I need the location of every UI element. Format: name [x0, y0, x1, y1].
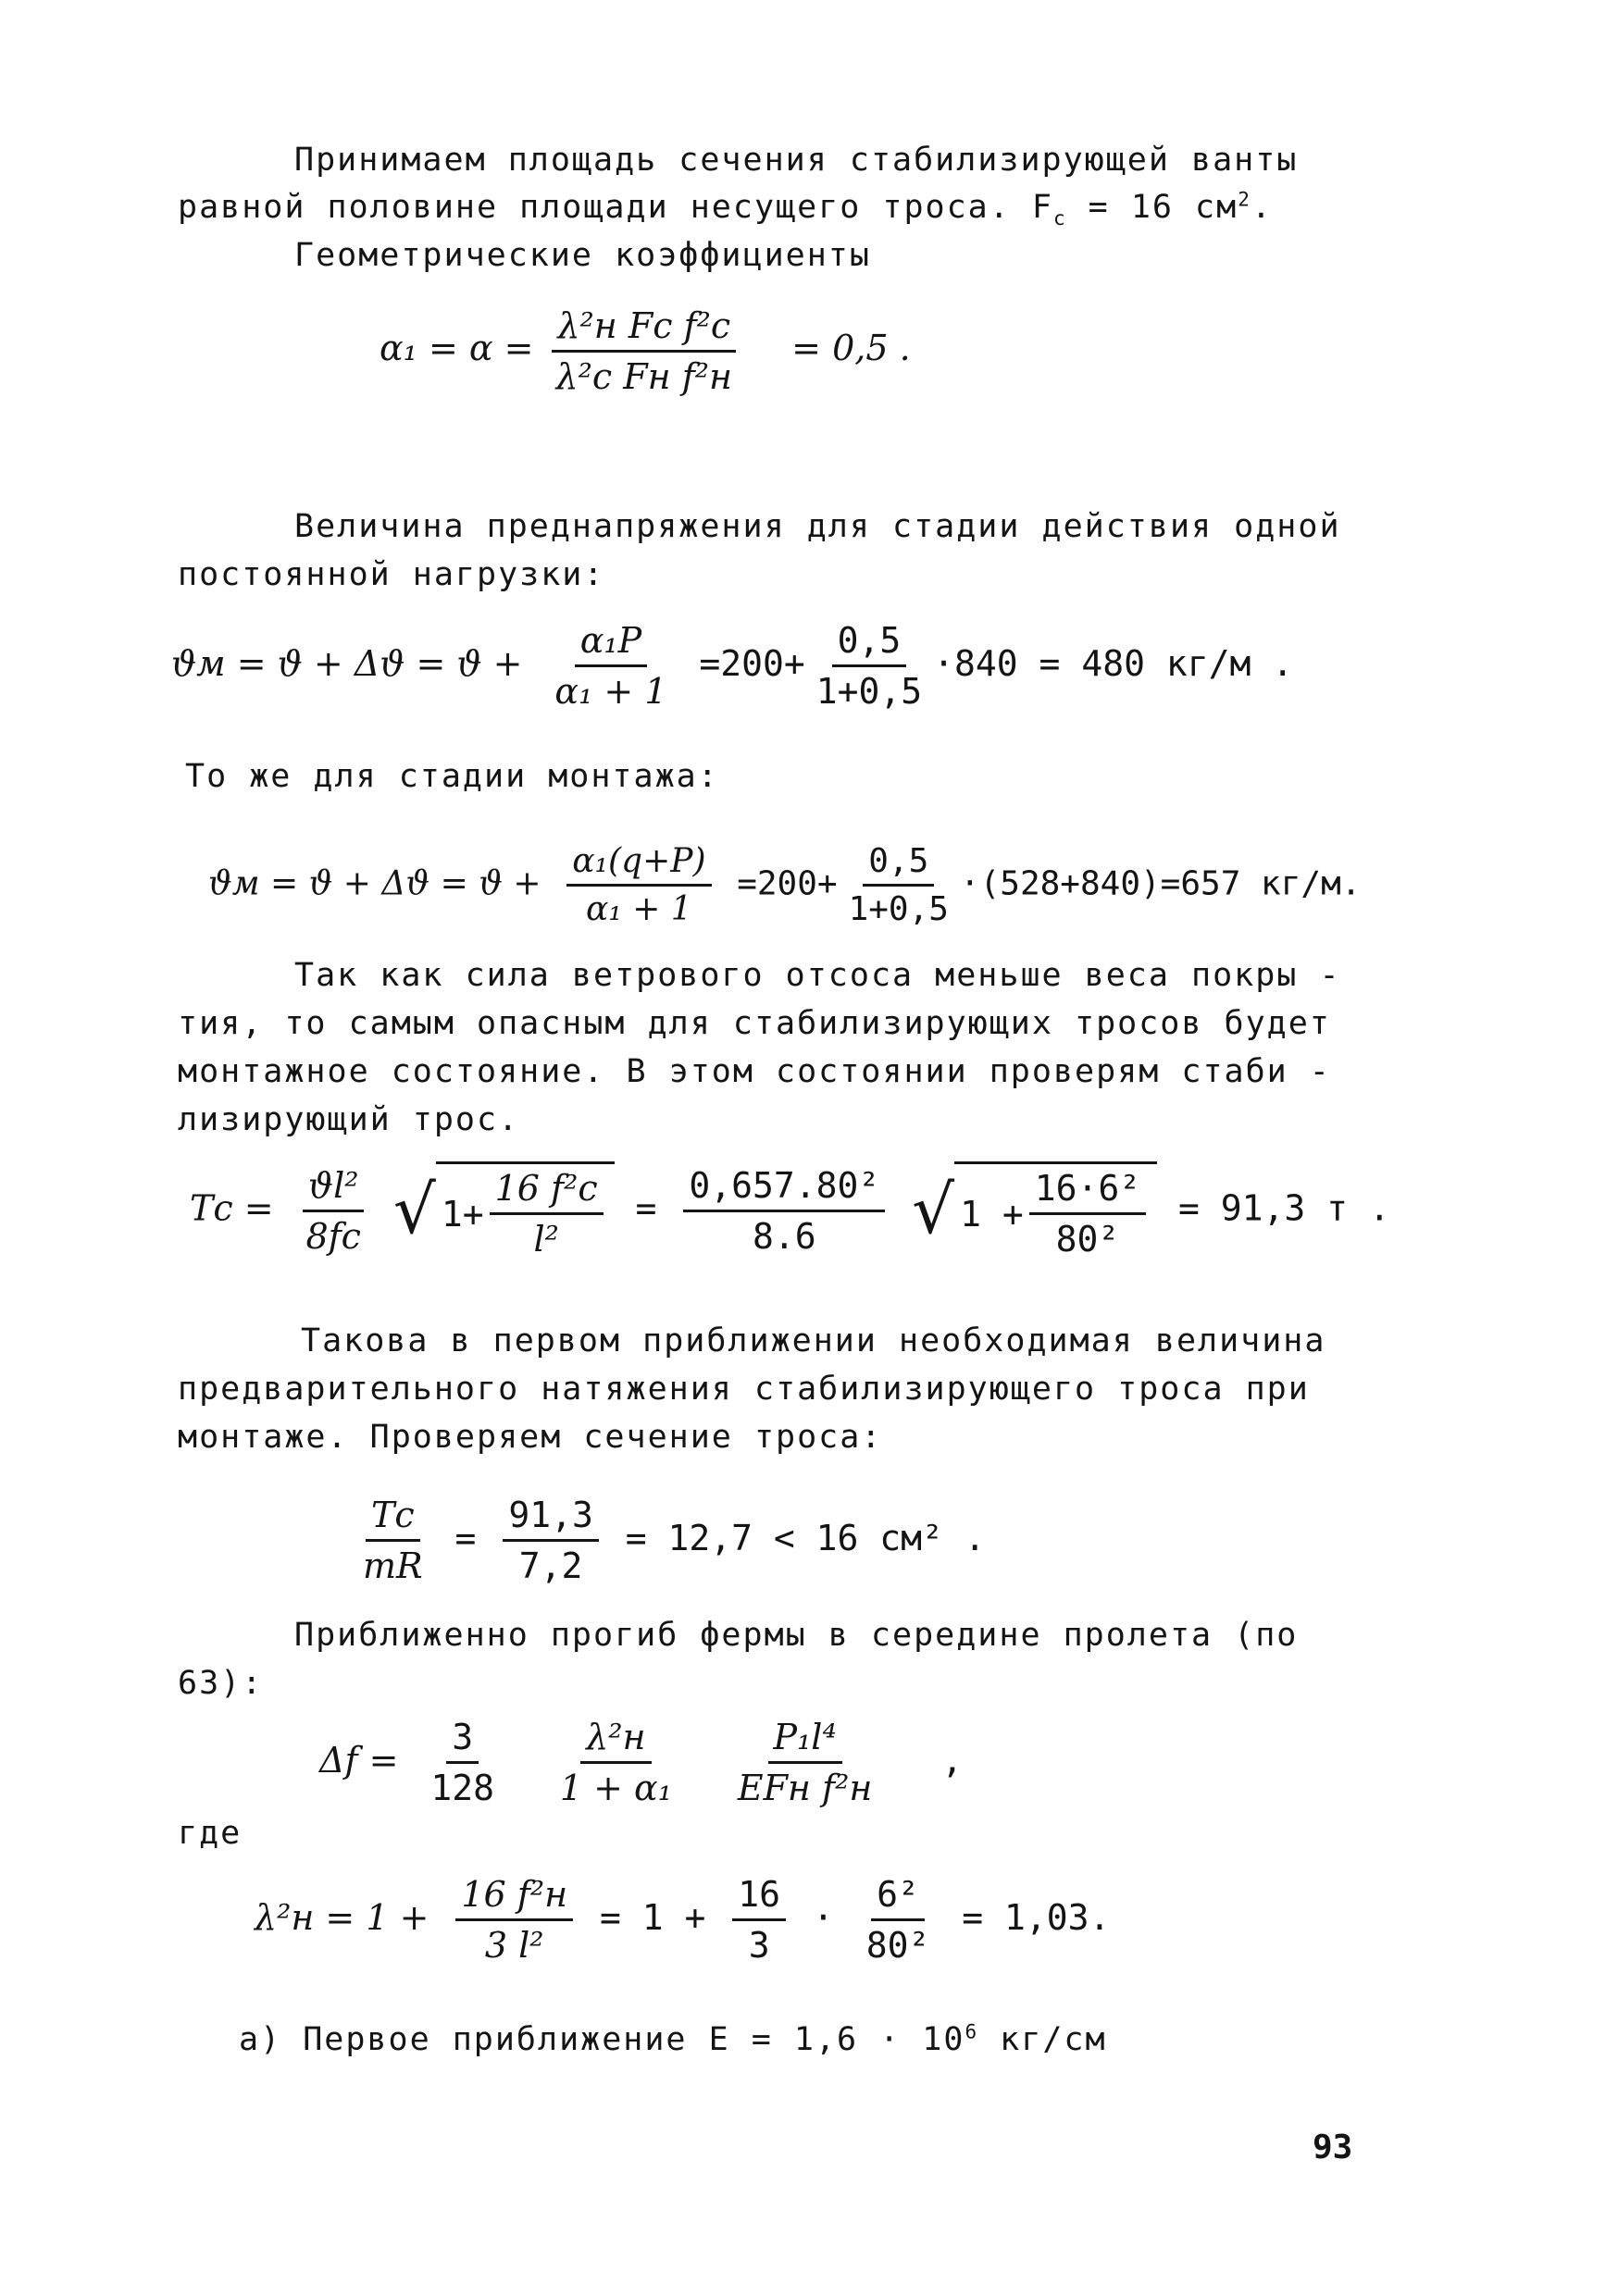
equation-geometric-coefficients: α₁ = α = $\frac{\text{λ²н Fс f²с}}{\text{λ²с Fн f²н}}$ = 0,5 .: [380, 305, 911, 397]
fraction: $\frac{\text{16 f²н}}{\text{3 l²}}$: [455, 1874, 573, 1966]
paragraph-line: монтажное состояние. В этом состоянии проверям стаби -: [178, 1053, 1331, 1090]
paragraph-line: постоянной нагрузки:: [178, 556, 605, 593]
equation-tension-stabilizing-cable: Tс = $\frac{\text{ϑl²}}{8fс}$ √ 1+ $\frac{\text{16 f²с}}{\text{l²}}$ = $\frac{\text{0,657.80²}}{8.6}$ √ 1 + $\frac{\text{16·6²}}{\text{80²}}$ = 91,3 т .: [190, 1161, 1390, 1260]
paragraph-line: 63):: [178, 1665, 264, 1702]
fraction: $\frac{0,5}{1+0,5}$: [848, 842, 949, 928]
paragraph-line: Так как сила ветрового отсоса меньше веса покры -: [294, 957, 1341, 994]
paragraph-line: лизирующий трос.: [178, 1101, 520, 1138]
page-number: 93: [1313, 2128, 1353, 2166]
paragraph-line: Такова в первом приближении необходимая величина: [301, 1322, 1326, 1359]
fraction: $\frac{Tс}{mR}$: [363, 1495, 423, 1586]
fraction: $\frac{\text{16 f²с}}{\text{l²}}$: [490, 1168, 604, 1260]
fraction: $\frac{\text{λ²н Fс f²с}}{\text{λ²с Fн f²н}}$: [551, 305, 738, 397]
equation-prestress-assembly: ϑм = ϑ + Δϑ = ϑ + $\frac{\text{α₁(q+P)}}{\text{α₁ + 1}}$ =200+ $\frac{0,5}{1+0,5}$ ·(528+840)=657 кг/м.: [208, 842, 1362, 928]
fraction: $\frac{\text{ϑl²}}{8fс}$: [300, 1165, 367, 1257]
paragraph-line: равной половине площади несущего троса. $F_с = 16$ $см^2$.: [178, 188, 1273, 230]
paragraph-line: Величина преднапряжения для стадии действия одной: [294, 508, 1341, 545]
fraction: $\frac{\text{P₁l⁴}}{\text{EFн f²н}}$: [737, 1717, 873, 1808]
paragraph-line: Принимаем площадь сечения стабилизирующей ванты: [294, 142, 1299, 179]
paragraph-line: а) Первое приближение $E = 1,6 \cdot 10^6$ кг/см: [239, 2020, 1107, 2058]
fraction: $\frac{\text{λ²н}}{\text{1 + α₁}}$: [559, 1717, 672, 1808]
equation-truss-deflection: Δf = $\frac{3}{128}$ $\frac{\text{λ²н}}{\text{1 + α₁}}$ $\frac{\text{P₁l⁴}}{\text{EFн f²н}}$ ,: [319, 1717, 964, 1808]
paragraph-line: монтаже. Проверяем сечение троса:: [178, 1419, 883, 1456]
equation-section-check: $\frac{Tс}{mR}$ = $\frac{91,3}{7,2}$ = 12,7 < 16 см² .: [352, 1495, 986, 1586]
equation-prestress-permanent: ϑм = ϑ + Δϑ = ϑ + $\frac{\text{α₁P}}{\text{α₁ + 1}}$ =200+ $\frac{0,5}{1+0,5}$ ·840 = 480 кг/м .: [171, 620, 1294, 712]
paragraph-line: То же для стадии монтажа:: [185, 758, 719, 795]
fraction: $\frac{16}{3}$: [732, 1874, 786, 1966]
fraction: $\frac{3}{128}$: [430, 1717, 494, 1808]
paragraph-line: предварительного натяжения стабилизирующего троса при: [178, 1371, 1310, 1408]
fraction: $\frac{\text{6²}}{\text{80²}}$: [865, 1874, 930, 1966]
fraction: $\frac{\text{α₁(q+P)}}{\text{α₁ + 1}}$: [566, 842, 711, 928]
square-root: √ 1+ $\frac{\text{16 f²с}}{\text{l²}}$: [393, 1161, 615, 1260]
fraction: $\frac{91,3}{7,2}$: [503, 1495, 599, 1586]
fraction: $\frac{\text{α₁P}}{\text{α₁ + 1}}$: [554, 620, 667, 712]
paragraph-line: Геометрические коэффициенты: [294, 237, 871, 274]
paragraph-line: где: [178, 1815, 243, 1852]
paragraph-line: тия, то самым опасным для стабилизирующих тросов будет: [178, 1005, 1331, 1042]
fraction: $\frac{\text{0,657.80²}}{8.6}$: [683, 1165, 885, 1257]
equation-lambda-squared: λ²н = 1 + $\frac{\text{16 f²н}}{\text{3 l²}}$ = 1 + $\frac{16}{3}$ · $\frac{\text{6²}}{\text{80²}}$ = 1,03.: [255, 1874, 1111, 1966]
fraction: $\frac{0,5}{1+0,5}$: [815, 620, 923, 712]
paragraph-line: Приближенно прогиб фермы в середине пролета (по: [294, 1617, 1299, 1654]
fraction: $\frac{\text{16·6²}}{\text{80²}}$: [1029, 1168, 1146, 1260]
square-root: √ 1 + $\frac{\text{16·6²}}{\text{80²}}$: [912, 1161, 1157, 1260]
